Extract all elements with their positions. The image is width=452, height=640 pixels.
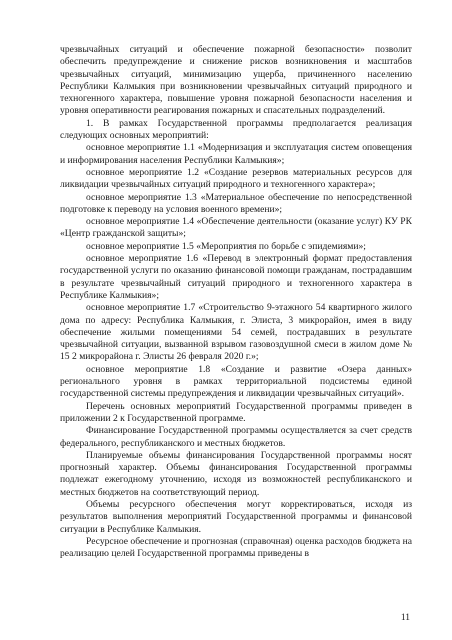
paragraph: Планируемые объемы финансирования Государственной программы носят прогнозный характер. Объемы финансирования Государственной программы подлежат ежегодному уточнению, исходя из возможностей республиканского и местных бюджетов на соответствующий период. bbox=[60, 449, 412, 498]
paragraph: Ресурсное обеспечение и прогнозная (справочная) оценка расходов бюджета на реализацию целей Государственной программы приведены в bbox=[60, 535, 412, 560]
paragraph: основное мероприятие 1.8 «Создание и развитие «Озера данных» регионального уровня в рамках территориальной подсистемы единой государственной системы предупреждения и ликвидации чрезвычайных ситуаций». bbox=[60, 363, 412, 400]
paragraph: основное мероприятие 1.4 «Обеспечение деятельности (оказание услуг) КУ РК «Центр гражданской защиты»; bbox=[60, 216, 412, 240]
paragraph: основное мероприятие 1.5 «Мероприятия по борьбе с эпидемиями»; bbox=[86, 240, 366, 252]
paragraph: основное мероприятие 1.7 «Строительство 9-этажного 54 квартирного жилого дома по адресу: Республика Калмыкия, г. Элиста, 3 микрорайон, имея в виду обеспечение жилыми помещениями 54 семей, пострадавших в результате чрезвычайной ситуации, вызванной взрывом газовоздушной смеси в жилом доме № 15 2 микрорайона г. Элисты 26 февраля 2020 г.»; bbox=[60, 302, 412, 363]
paragraph: 1. В рамках Государственной программы предполагается реализация следующих основных мероприятий: bbox=[60, 117, 412, 142]
paragraph: основное мероприятие 1.6 «Перевод в электронный формат предоставления государственной услуги по оказанию финансовой помощи гражданам, пострадавшим в результате чрезвычайный ситуаций природного и техногенного характера в Республике Калмыкия»; bbox=[60, 253, 412, 301]
paragraph: Перечень основных мероприятий Государственной программы приведен в приложении 2 к Государственной программе. bbox=[60, 400, 412, 424]
paragraph: основное мероприятие 1.3 «Материальное обеспечение по непосредственной подготовке к переводу на условия военного времени»; bbox=[60, 191, 412, 215]
paragraph: Финансирование Государственной программы осуществляется за счет средств федерального, республиканского и местных бюджетов. bbox=[60, 425, 412, 449]
paragraph: чрезвычайных ситуаций и обеспечение пожарной безопасности» позволит обеспечить предупреждение и снижение рисков возникновения и масштабов чрезвычайных ситуаций, минимизацию ущерба, причиненного населению Республики Калмыкия при возникновении чрезвычайных ситуаций природного и техногенного характера, повышение уровня пожарной безопасности населения и уровня оперативности реагирования пожарных и спасательных подразделений. bbox=[60, 44, 412, 117]
page-number: 11 bbox=[400, 613, 410, 623]
body-text bbox=[60, 44, 412, 560]
paragraph: основное мероприятие 1.1 «Модернизация и эксплуатация систем оповещения и информирования населения Республики Калмыкия»; bbox=[60, 142, 412, 166]
paragraph: Объемы ресурсного обеспечения могут корректироваться, исходя из результатов выполнения мероприятий Государственной программы и финансовой ситуации в Республике Калмыкия. bbox=[60, 498, 412, 535]
paragraph: основное мероприятие 1.2 «Создание резервов материальных ресурсов для ликвидации чрезвычайных ситуаций природного и техногенного характера»; bbox=[60, 166, 412, 191]
